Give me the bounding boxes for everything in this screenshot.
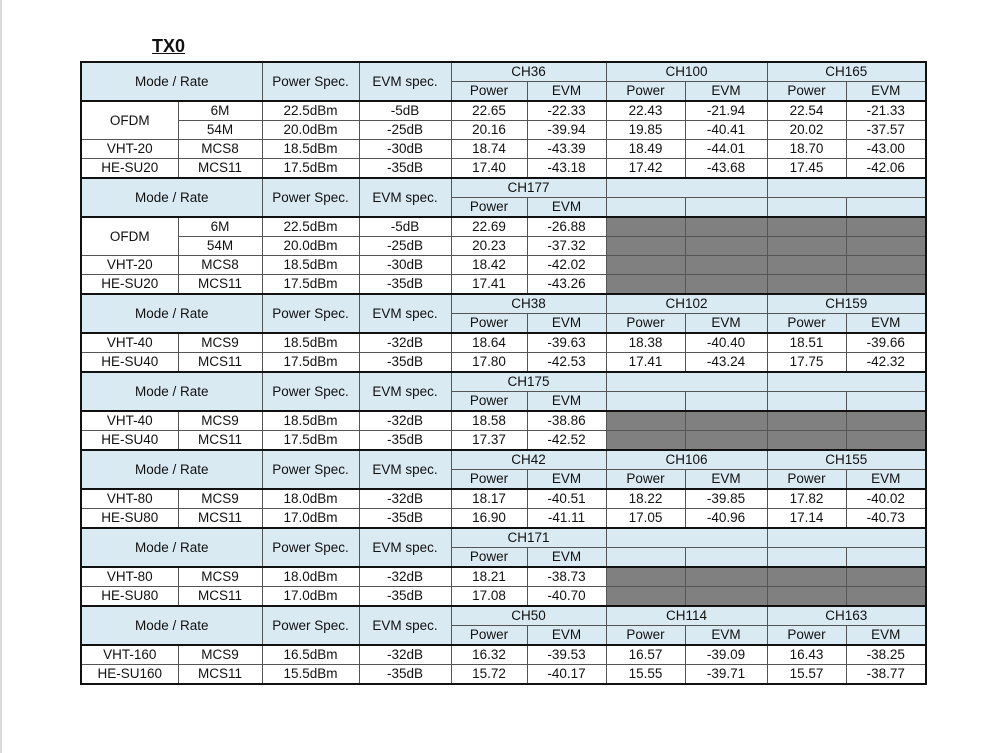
mode-cell: HE-SU160	[81, 665, 178, 685]
power-spec-header: Power Spec.	[262, 372, 359, 411]
power-value-cell: 16.57	[606, 645, 685, 665]
rate-cell: MCS11	[178, 353, 262, 373]
empty-subheader-cell	[606, 548, 685, 568]
mode-cell: HE-SU20	[81, 275, 178, 295]
power-spec-cell: 22.5dBm	[262, 217, 359, 237]
section-header-row	[81, 178, 926, 198]
rate-cell: MCS11	[178, 587, 262, 607]
evm-column-header: EVM	[527, 626, 606, 646]
evm-column-header: EVM	[527, 548, 606, 568]
unused-cell	[606, 431, 685, 451]
evm-value-cell: -44.01	[685, 140, 767, 159]
power-value-cell: 15.72	[451, 665, 527, 685]
section-header-row	[81, 528, 926, 548]
evm-value-cell: -40.73	[846, 509, 926, 529]
power-value-cell: 18.21	[451, 567, 527, 587]
mode-cell: VHT-80	[81, 489, 178, 509]
power-spec-cell: 17.0dBm	[262, 509, 359, 529]
power-column-header: Power	[451, 314, 527, 334]
evm-value-cell: -40.41	[685, 121, 767, 140]
evm-value-cell: -40.40	[685, 333, 767, 353]
empty-subheader-cell	[767, 548, 846, 568]
evm-spec-cell: -32dB	[359, 567, 451, 587]
power-value-cell: 17.42	[606, 159, 685, 179]
rate-cell: MCS9	[178, 645, 262, 665]
empty-subheader-cell	[685, 548, 767, 568]
evm-column-header: EVM	[685, 626, 767, 646]
power-spec-cell: 18.0dBm	[262, 489, 359, 509]
table-row	[81, 333, 926, 353]
empty-channel-header	[767, 372, 926, 392]
evm-value-cell: -38.86	[527, 411, 606, 431]
power-spec-cell: 20.0dBm	[262, 121, 359, 140]
power-spec-header: Power Spec.	[262, 178, 359, 217]
mode-cell: VHT-80	[81, 567, 178, 587]
evm-value-cell: -38.73	[527, 567, 606, 587]
channel-header: CH177	[451, 178, 606, 198]
power-value-cell: 17.41	[606, 353, 685, 373]
power-value-cell: 15.57	[767, 665, 846, 685]
evm-value-cell: -39.66	[846, 333, 926, 353]
channel-header: CH102	[606, 294, 767, 314]
power-column-header: Power	[606, 314, 685, 334]
unused-cell	[767, 237, 846, 256]
unused-cell	[846, 431, 926, 451]
evm-spec-cell: -35dB	[359, 353, 451, 373]
section-header-row	[81, 450, 926, 470]
unused-cell	[685, 567, 767, 587]
evm-column-header: EVM	[846, 314, 926, 334]
evm-value-cell: -39.71	[685, 665, 767, 685]
evm-column-header: EVM	[685, 470, 767, 490]
power-value-cell: 17.08	[451, 587, 527, 607]
evm-column-header: EVM	[846, 626, 926, 646]
empty-subheader-cell	[846, 392, 926, 412]
rate-cell: MCS8	[178, 256, 262, 275]
power-value-cell: 16.43	[767, 645, 846, 665]
channel-header: CH50	[451, 606, 606, 626]
unused-cell	[846, 587, 926, 607]
evm-spec-cell: -35dB	[359, 587, 451, 607]
mode-cell: VHT-20	[81, 256, 178, 275]
power-column-header: Power	[767, 314, 846, 334]
power-value-cell: 15.55	[606, 665, 685, 685]
evm-value-cell: -38.77	[846, 665, 926, 685]
channel-header: CH100	[606, 62, 767, 82]
rate-cell: MCS11	[178, 275, 262, 295]
power-value-cell: 17.14	[767, 509, 846, 529]
unused-cell	[606, 217, 685, 237]
evm-spec-cell: -32dB	[359, 645, 451, 665]
channel-header: CH42	[451, 450, 606, 470]
evm-spec-cell: -35dB	[359, 665, 451, 685]
evm-spec-cell: -35dB	[359, 431, 451, 451]
power-spec-header: Power Spec.	[262, 606, 359, 645]
mode-cell: VHT-40	[81, 411, 178, 431]
evm-value-cell: -43.26	[527, 275, 606, 295]
power-value-cell: 18.17	[451, 489, 527, 509]
unused-cell	[606, 237, 685, 256]
empty-subheader-cell	[846, 548, 926, 568]
evm-spec-cell: -35dB	[359, 509, 451, 529]
power-column-header: Power	[767, 470, 846, 490]
power-value-cell: 16.90	[451, 509, 527, 529]
evm-value-cell: -42.53	[527, 353, 606, 373]
evm-value-cell: -42.02	[527, 256, 606, 275]
evm-spec-header: EVM spec.	[359, 62, 451, 101]
empty-subheader-cell	[685, 198, 767, 218]
table-row	[81, 140, 926, 159]
power-spec-cell: 18.0dBm	[262, 567, 359, 587]
power-spec-cell: 17.5dBm	[262, 353, 359, 373]
unused-cell	[846, 256, 926, 275]
evm-value-cell: -39.53	[527, 645, 606, 665]
evm-value-cell: -41.11	[527, 509, 606, 529]
unused-cell	[685, 411, 767, 431]
power-spec-cell: 17.0dBm	[262, 587, 359, 607]
power-column-header: Power	[451, 548, 527, 568]
mode-cell: HE-SU40	[81, 431, 178, 451]
power-value-cell: 19.85	[606, 121, 685, 140]
power-column-header: Power	[606, 82, 685, 102]
power-spec-header: Power Spec.	[262, 62, 359, 101]
evm-spec-header: EVM spec.	[359, 528, 451, 567]
evm-spec-header: EVM spec.	[359, 450, 451, 489]
power-spec-cell: 16.5dBm	[262, 645, 359, 665]
power-value-cell: 17.45	[767, 159, 846, 179]
table-row	[81, 489, 926, 509]
power-column-header: Power	[767, 626, 846, 646]
power-column-header: Power	[451, 392, 527, 412]
power-value-cell: 17.41	[451, 275, 527, 295]
channel-header: CH163	[767, 606, 926, 626]
mode-cell: HE-SU80	[81, 509, 178, 529]
empty-subheader-cell	[685, 392, 767, 412]
evm-column-header: EVM	[527, 198, 606, 218]
rate-cell: MCS11	[178, 159, 262, 179]
unused-cell	[606, 256, 685, 275]
rate-cell: MCS9	[178, 567, 262, 587]
empty-channel-header	[767, 528, 926, 548]
page-title: TX0	[152, 36, 186, 56]
power-value-cell: 18.22	[606, 489, 685, 509]
power-spec-header: Power Spec.	[262, 450, 359, 489]
evm-spec-cell: -35dB	[359, 159, 451, 179]
unused-cell	[685, 275, 767, 295]
mode-cell: VHT-40	[81, 333, 178, 353]
empty-channel-header	[606, 178, 767, 198]
channel-header: CH155	[767, 450, 926, 470]
evm-value-cell: -38.25	[846, 645, 926, 665]
table-row	[81, 665, 926, 685]
unused-cell	[846, 217, 926, 237]
evm-value-cell: -21.94	[685, 101, 767, 121]
table-row	[81, 237, 926, 256]
evm-value-cell: -40.02	[846, 489, 926, 509]
mode-cell: VHT-160	[81, 645, 178, 665]
power-value-cell: 18.74	[451, 140, 527, 159]
mode-cell: OFDM	[81, 101, 178, 140]
unused-cell	[606, 587, 685, 607]
evm-column-header: EVM	[527, 392, 606, 412]
evm-column-header: EVM	[527, 82, 606, 102]
power-spec-cell: 18.5dBm	[262, 256, 359, 275]
rate-cell: MCS11	[178, 431, 262, 451]
channel-header: CH36	[451, 62, 606, 82]
evm-column-header: EVM	[527, 470, 606, 490]
evm-value-cell: -39.94	[527, 121, 606, 140]
rate-cell: MCS9	[178, 411, 262, 431]
evm-value-cell: -26.88	[527, 217, 606, 237]
table-row	[81, 101, 926, 121]
table-row	[81, 431, 926, 451]
mode-cell: HE-SU80	[81, 587, 178, 607]
evm-spec-cell: -32dB	[359, 489, 451, 509]
evm-value-cell: -39.09	[685, 645, 767, 665]
evm-spec-cell: -5dB	[359, 101, 451, 121]
evm-spec-cell: -30dB	[359, 140, 451, 159]
power-spec-cell: 22.5dBm	[262, 101, 359, 121]
unused-cell	[846, 237, 926, 256]
channel-header: CH159	[767, 294, 926, 314]
evm-value-cell: -37.32	[527, 237, 606, 256]
unused-cell	[846, 411, 926, 431]
evm-value-cell: -21.33	[846, 101, 926, 121]
unused-cell	[685, 217, 767, 237]
evm-value-cell: -42.06	[846, 159, 926, 179]
mode-cell: HE-SU20	[81, 159, 178, 179]
empty-channel-header	[767, 178, 926, 198]
power-value-cell: 18.70	[767, 140, 846, 159]
section-header-row	[81, 294, 926, 314]
section-header-row	[81, 606, 926, 626]
section-header-row	[81, 372, 926, 392]
empty-subheader-cell	[606, 198, 685, 218]
power-value-cell: 18.42	[451, 256, 527, 275]
unused-cell	[767, 587, 846, 607]
evm-value-cell: -43.18	[527, 159, 606, 179]
rate-cell: MCS11	[178, 509, 262, 529]
mode-rate-header: Mode / Rate	[81, 62, 262, 101]
power-spec-cell: 17.5dBm	[262, 431, 359, 451]
empty-subheader-cell	[767, 392, 846, 412]
power-value-cell: 22.54	[767, 101, 846, 121]
unused-cell	[767, 256, 846, 275]
power-column-header: Power	[451, 626, 527, 646]
empty-subheader-cell	[846, 198, 926, 218]
evm-value-cell: -22.33	[527, 101, 606, 121]
table-row	[81, 567, 926, 587]
evm-value-cell: -37.57	[846, 121, 926, 140]
table-row	[81, 121, 926, 140]
table-row	[81, 645, 926, 665]
power-spec-header: Power Spec.	[262, 294, 359, 333]
evm-spec-cell: -30dB	[359, 256, 451, 275]
unused-cell	[606, 567, 685, 587]
evm-column-header: EVM	[685, 314, 767, 334]
power-value-cell: 22.69	[451, 217, 527, 237]
power-column-header: Power	[451, 82, 527, 102]
mode-rate-header: Mode / Rate	[81, 294, 262, 333]
power-value-cell: 17.05	[606, 509, 685, 529]
power-column-header: Power	[451, 198, 527, 218]
channel-header: CH114	[606, 606, 767, 626]
power-column-header: Power	[606, 626, 685, 646]
unused-cell	[767, 217, 846, 237]
power-spec-cell: 18.5dBm	[262, 411, 359, 431]
power-value-cell: 18.58	[451, 411, 527, 431]
unused-cell	[767, 431, 846, 451]
power-value-cell: 18.64	[451, 333, 527, 353]
evm-value-cell: -42.32	[846, 353, 926, 373]
table-row	[81, 353, 926, 373]
unused-cell	[606, 411, 685, 431]
mode-rate-header: Mode / Rate	[81, 450, 262, 489]
power-spec-cell: 20.0dBm	[262, 237, 359, 256]
evm-spec-cell: -25dB	[359, 121, 451, 140]
empty-channel-header	[606, 528, 767, 548]
evm-value-cell: -40.96	[685, 509, 767, 529]
evm-spec-cell: -32dB	[359, 411, 451, 431]
power-spec-cell: 15.5dBm	[262, 665, 359, 685]
mode-rate-header: Mode / Rate	[81, 528, 262, 567]
section-header-row	[81, 62, 926, 82]
power-column-header: Power	[606, 470, 685, 490]
evm-spec-cell: -5dB	[359, 217, 451, 237]
evm-column-header: EVM	[846, 470, 926, 490]
power-value-cell: 17.82	[767, 489, 846, 509]
unused-cell	[767, 567, 846, 587]
evm-spec-header: EVM spec.	[359, 606, 451, 645]
unused-cell	[685, 237, 767, 256]
evm-column-header: EVM	[846, 82, 926, 102]
unused-cell	[685, 256, 767, 275]
evm-value-cell: -43.24	[685, 353, 767, 373]
power-column-header: Power	[451, 470, 527, 490]
rate-cell: MCS9	[178, 333, 262, 353]
rate-cell: MCS11	[178, 665, 262, 685]
power-value-cell: 18.38	[606, 333, 685, 353]
table-row	[81, 256, 926, 275]
evm-spec-header: EVM spec.	[359, 178, 451, 217]
evm-value-cell: -42.52	[527, 431, 606, 451]
evm-value-cell: -43.39	[527, 140, 606, 159]
power-value-cell: 22.65	[451, 101, 527, 121]
tx-measurement-table	[80, 61, 927, 685]
power-value-cell: 16.32	[451, 645, 527, 665]
channel-header: CH38	[451, 294, 606, 314]
table-row	[81, 411, 926, 431]
evm-value-cell: -43.00	[846, 140, 926, 159]
power-value-cell: 20.23	[451, 237, 527, 256]
power-spec-cell: 18.5dBm	[262, 333, 359, 353]
evm-spec-cell: -35dB	[359, 275, 451, 295]
empty-subheader-cell	[767, 198, 846, 218]
unused-cell	[846, 275, 926, 295]
power-spec-cell: 18.5dBm	[262, 140, 359, 159]
unused-cell	[685, 431, 767, 451]
evm-value-cell: -40.70	[527, 587, 606, 607]
power-value-cell: 20.16	[451, 121, 527, 140]
power-value-cell: 17.80	[451, 353, 527, 373]
mode-cell: VHT-20	[81, 140, 178, 159]
power-spec-header: Power Spec.	[262, 528, 359, 567]
mode-rate-header: Mode / Rate	[81, 606, 262, 645]
evm-value-cell: -43.68	[685, 159, 767, 179]
unused-cell	[767, 275, 846, 295]
channel-header: CH106	[606, 450, 767, 470]
table-row	[81, 159, 926, 179]
unused-cell	[846, 567, 926, 587]
evm-column-header: EVM	[527, 314, 606, 334]
evm-spec-cell: -25dB	[359, 237, 451, 256]
power-value-cell: 20.02	[767, 121, 846, 140]
power-value-cell: 22.43	[606, 101, 685, 121]
unused-cell	[767, 411, 846, 431]
rate-cell: 6M	[178, 217, 262, 237]
rate-cell: 6M	[178, 101, 262, 121]
evm-column-header: EVM	[685, 82, 767, 102]
empty-channel-header	[606, 372, 767, 392]
channel-header: CH171	[451, 528, 606, 548]
rate-cell: MCS9	[178, 489, 262, 509]
rate-cell: 54M	[178, 237, 262, 256]
table-row	[81, 217, 926, 237]
evm-value-cell: -40.51	[527, 489, 606, 509]
channel-header: CH175	[451, 372, 606, 392]
rate-cell: 54M	[178, 121, 262, 140]
table-row	[81, 275, 926, 295]
empty-subheader-cell	[606, 392, 685, 412]
mode-rate-header: Mode / Rate	[81, 178, 262, 217]
power-value-cell: 17.37	[451, 431, 527, 451]
unused-cell	[606, 275, 685, 295]
evm-spec-header: EVM spec.	[359, 372, 451, 411]
mode-rate-header: Mode / Rate	[81, 372, 262, 411]
unused-cell	[685, 587, 767, 607]
power-spec-cell: 17.5dBm	[262, 275, 359, 295]
power-value-cell: 17.75	[767, 353, 846, 373]
channel-header: CH165	[767, 62, 926, 82]
evm-value-cell: -40.17	[527, 665, 606, 685]
table-row	[81, 509, 926, 529]
mode-cell: HE-SU40	[81, 353, 178, 373]
table-body	[81, 62, 926, 684]
evm-value-cell: -39.85	[685, 489, 767, 509]
mode-cell: OFDM	[81, 217, 178, 256]
evm-spec-cell: -32dB	[359, 333, 451, 353]
power-column-header: Power	[767, 82, 846, 102]
page-edge	[0, 0, 2, 753]
power-value-cell: 18.49	[606, 140, 685, 159]
table-row	[81, 587, 926, 607]
power-value-cell: 18.51	[767, 333, 846, 353]
evm-value-cell: -39.63	[527, 333, 606, 353]
power-spec-cell: 17.5dBm	[262, 159, 359, 179]
power-value-cell: 17.40	[451, 159, 527, 179]
evm-spec-header: EVM spec.	[359, 294, 451, 333]
rate-cell: MCS8	[178, 140, 262, 159]
